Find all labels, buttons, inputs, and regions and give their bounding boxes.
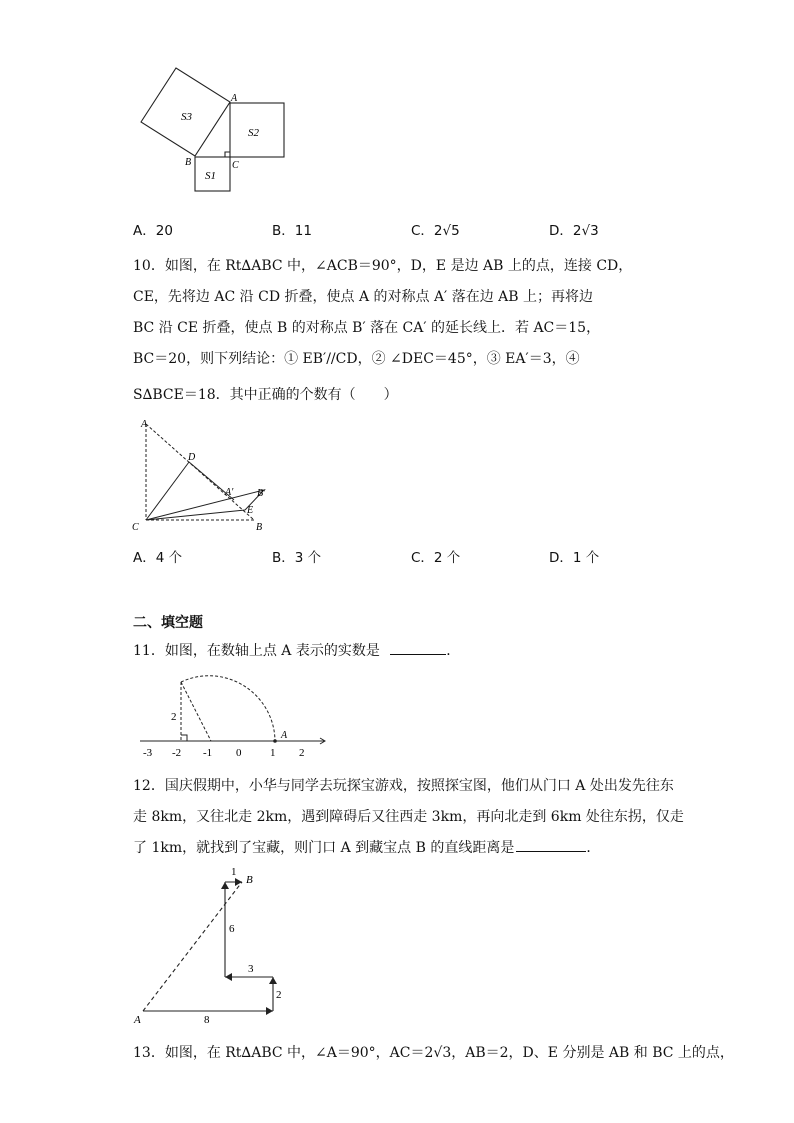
tick-2: 2	[299, 747, 305, 759]
q11-line	[133, 640, 460, 660]
label-3: 3	[248, 963, 254, 975]
right-angle-mark	[181, 735, 187, 741]
label-height: 2	[171, 711, 177, 723]
q11-text: 11．如图，在数轴上点 A 表示的实数是	[133, 643, 380, 659]
q9-option-b[interactable]: B．11	[272, 223, 312, 239]
label-2: 2	[276, 989, 282, 1001]
label-s1: S1	[205, 170, 216, 182]
tick-neg2: -2	[172, 747, 182, 759]
arrow-north	[269, 977, 277, 984]
squares-figure	[135, 62, 295, 197]
label-e: E	[247, 505, 254, 516]
q11-answer-blank[interactable]	[390, 654, 446, 655]
label-b: B	[185, 157, 192, 168]
q10-line-3: BC 沿 CE 折叠，使点 B 的对称点 B′ 落在 CA′ 的延长线上．若 AC＝15，	[133, 320, 601, 336]
treasure-path-figure	[130, 862, 295, 1027]
compass-arc	[181, 676, 275, 741]
q10-option-d[interactable]: D．1 个	[549, 550, 600, 566]
line-ab	[143, 882, 242, 1011]
arrow-north-2	[221, 882, 229, 889]
q11-end: ．	[446, 643, 461, 659]
q12-end: ．	[586, 840, 601, 856]
q10-option-c[interactable]: C．2 个	[411, 550, 461, 566]
segment-ab	[146, 424, 254, 520]
label-1: 1	[231, 866, 237, 878]
label-s3: S3	[181, 111, 192, 123]
label-8: 8	[204, 1014, 210, 1026]
tick-neg1: -1	[203, 747, 213, 759]
label-b: B	[256, 522, 263, 533]
segment-cd	[146, 462, 189, 520]
q13-line-1: 13．如图，在 Rt∆ABC 中，∠A＝90°，AC＝2√3，AB＝2，D、E 分别是 AB 和 BC 上的点，	[133, 1045, 734, 1061]
arrow-west	[225, 973, 232, 981]
label-b: B	[246, 874, 253, 886]
q9-option-a[interactable]: A．20	[133, 223, 173, 239]
label-a: A	[141, 419, 148, 430]
number-line-figure	[135, 672, 335, 764]
q12-text: 了 1km，就找到了宝藏，则门口 A 到藏宝点 B 的直线距离是	[133, 840, 515, 856]
q9-option-d[interactable]: D．2√3	[549, 223, 599, 239]
label-c: C	[132, 522, 139, 533]
q12-line-2: 走 8km，又往北走 2km，遇到障碍后又往西走 3km，再向北走到 6km 处往东拐，仅走	[133, 809, 684, 825]
q10-line-5: S∆BCE＝18．其中正确的个数有（ ）	[133, 387, 398, 403]
q12-line-1: 12．国庆假期中，小华与同学去玩探宝游戏，按照探宝图，他们从门口 A 处出发先往东	[133, 778, 674, 794]
q9-option-c[interactable]: C．2√5	[411, 223, 460, 239]
q10-line-2: CE，先将边 AC 沿 CD 折叠，使点 A 的对称点 A′ 落在边 AB 上；再将边	[133, 289, 593, 305]
q10-line-1: 10．如图，在 Rt∆ABC 中，∠ACB＝90°，D，E 是边 AB 上的点，连接 CD，	[133, 258, 633, 274]
tick-0: 0	[236, 747, 242, 759]
q10-option-a[interactable]: A．4 个	[133, 550, 183, 566]
label-d: D	[188, 452, 196, 463]
tick-1: 1	[270, 747, 276, 759]
label-c: C	[232, 160, 239, 171]
label-a-prime: A′	[225, 487, 234, 498]
q10-option-b[interactable]: B．3 个	[272, 550, 322, 566]
hypotenuse	[181, 682, 211, 741]
fold-triangle-figure	[128, 413, 278, 535]
label-a: A	[231, 93, 238, 104]
q12-line-3	[133, 837, 600, 857]
label-b-prime: B′	[257, 488, 266, 499]
point-a	[273, 739, 277, 743]
label-a: A	[281, 730, 288, 741]
segment-ce	[146, 510, 245, 520]
label-6: 6	[229, 923, 235, 935]
label-a: A	[134, 1014, 141, 1026]
section-title: 二、填空题	[133, 615, 203, 631]
arrow-east	[266, 1007, 273, 1015]
tick-neg3: -3	[143, 747, 153, 759]
q12-answer-blank[interactable]	[516, 851, 586, 852]
right-angle-mark	[225, 152, 230, 157]
arrow-east-2	[235, 878, 242, 886]
q10-line-4: BC＝20，则下列结论：① EB′//CD，② ∠DEC＝45°，③ EA′＝3，④	[133, 351, 580, 367]
label-s2: S2	[248, 127, 259, 139]
